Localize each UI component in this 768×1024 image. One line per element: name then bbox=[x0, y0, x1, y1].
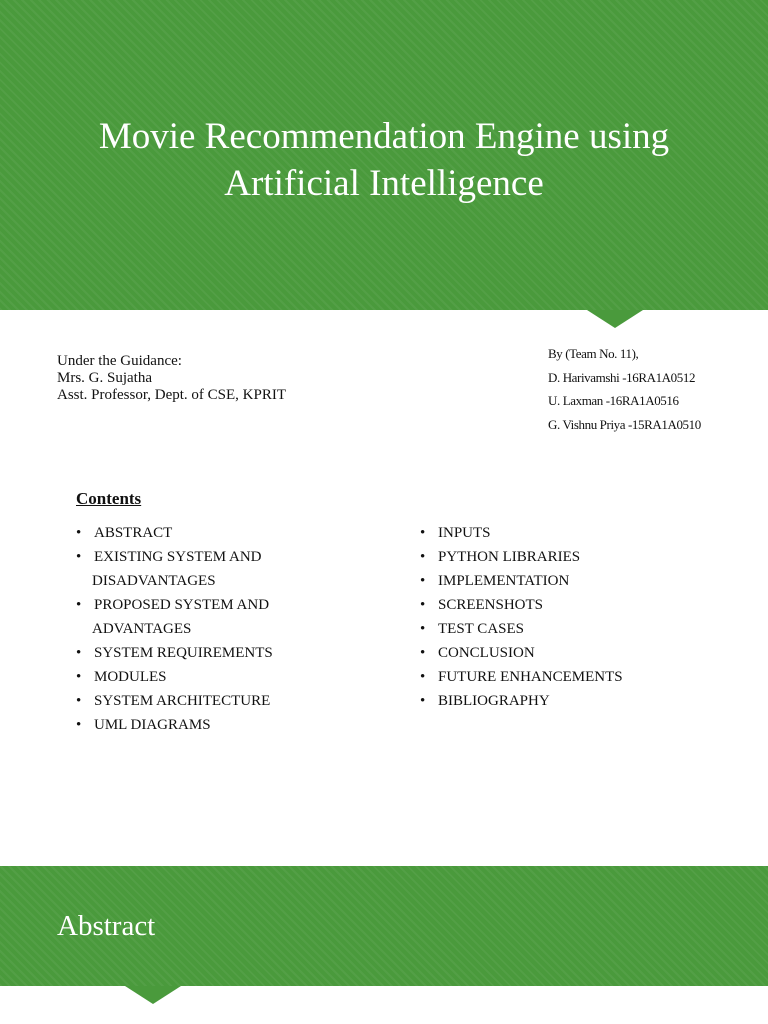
guidance-label: Under the Guidance: bbox=[57, 353, 182, 369]
bullet-icon: • bbox=[420, 549, 426, 565]
slide-title-line-2: Artificial Intelligence bbox=[224, 163, 544, 204]
contents-item-label: SYSTEM REQUIREMENTS bbox=[94, 645, 273, 661]
contents-item bbox=[76, 521, 336, 545]
contents-item bbox=[420, 689, 680, 713]
guide-name: Mrs. G. Sujatha bbox=[57, 370, 152, 386]
contents-item-label-cont: DISADVANTAGES bbox=[92, 573, 216, 589]
contents-item bbox=[76, 713, 336, 737]
contents-item bbox=[76, 593, 336, 641]
contents-list-right bbox=[420, 521, 680, 713]
slide-title bbox=[0, 113, 768, 207]
contents-item bbox=[420, 593, 680, 617]
contents-item bbox=[76, 665, 336, 689]
bullet-icon: • bbox=[76, 645, 82, 661]
contents-list-left bbox=[76, 521, 336, 737]
contents-item-label: UML DIAGRAMS bbox=[94, 717, 211, 733]
contents-item-label: IMPLEMENTATION bbox=[438, 573, 570, 589]
bullet-icon: • bbox=[420, 645, 426, 661]
abstract-heading: Abstract bbox=[57, 910, 156, 942]
bullet-icon: • bbox=[76, 717, 82, 733]
contents-heading: Contents bbox=[76, 489, 142, 508]
contents-item bbox=[76, 689, 336, 713]
bullet-icon: • bbox=[420, 573, 426, 589]
team-member: G. Vishnu Priya -15RA1A0510 bbox=[548, 416, 701, 432]
guidance-block bbox=[57, 353, 286, 404]
contents-item bbox=[76, 545, 336, 593]
bullet-icon: • bbox=[420, 621, 426, 637]
bullet-icon: • bbox=[76, 525, 82, 541]
team-label: By (Team No. 11), bbox=[548, 346, 639, 361]
contents-item-label: CONCLUSION bbox=[438, 645, 535, 661]
slide-title-line-1: Movie Recommendation Engine using bbox=[98, 116, 670, 157]
team-member: U. Laxman -16RA1A0516 bbox=[548, 393, 679, 408]
bullet-icon: • bbox=[76, 597, 82, 613]
contents-item bbox=[420, 641, 680, 665]
abstract-banner-notch bbox=[125, 986, 181, 1004]
contents-item bbox=[420, 569, 680, 593]
contents-item-label: EXISTING SYSTEM AND bbox=[94, 549, 262, 565]
contents-item-label: SCREENSHOTS bbox=[438, 597, 544, 613]
team-block bbox=[548, 345, 701, 439]
bullet-icon: • bbox=[76, 669, 82, 685]
bullet-icon: • bbox=[420, 693, 426, 709]
contents-item-label: INPUTS bbox=[438, 525, 491, 541]
contents-item-label: PROPOSED SYSTEM AND bbox=[94, 597, 270, 613]
contents-item-label-cont: ADVANTAGES bbox=[92, 621, 192, 637]
contents-item-label: FUTURE ENHANCEMENTS bbox=[438, 669, 623, 685]
contents-item bbox=[76, 641, 336, 665]
contents-item-label: TEST CASES bbox=[438, 621, 524, 637]
contents-item bbox=[420, 545, 680, 569]
title-banner-notch bbox=[587, 310, 643, 328]
contents-item-label: PYTHON LIBRARIES bbox=[438, 549, 581, 565]
contents-item-label: BIBLIOGRAPHY bbox=[438, 693, 550, 709]
contents-item-label: SYSTEM ARCHITECTURE bbox=[94, 693, 271, 709]
bullet-icon: • bbox=[76, 549, 82, 565]
bullet-icon: • bbox=[420, 669, 426, 685]
contents-item-label: ABSTRACT bbox=[94, 525, 173, 541]
contents-item bbox=[420, 521, 680, 545]
guide-designation: Asst. Professor, Dept. of CSE, KPRIT bbox=[57, 387, 286, 403]
bullet-icon: • bbox=[76, 693, 82, 709]
contents-item bbox=[420, 617, 680, 641]
bullet-icon: • bbox=[420, 525, 426, 541]
contents-item-label: MODULES bbox=[94, 669, 167, 685]
team-member: D. Harivamshi -16RA1A0512 bbox=[548, 369, 696, 385]
bullet-icon: • bbox=[420, 597, 426, 613]
contents-item bbox=[420, 665, 680, 689]
